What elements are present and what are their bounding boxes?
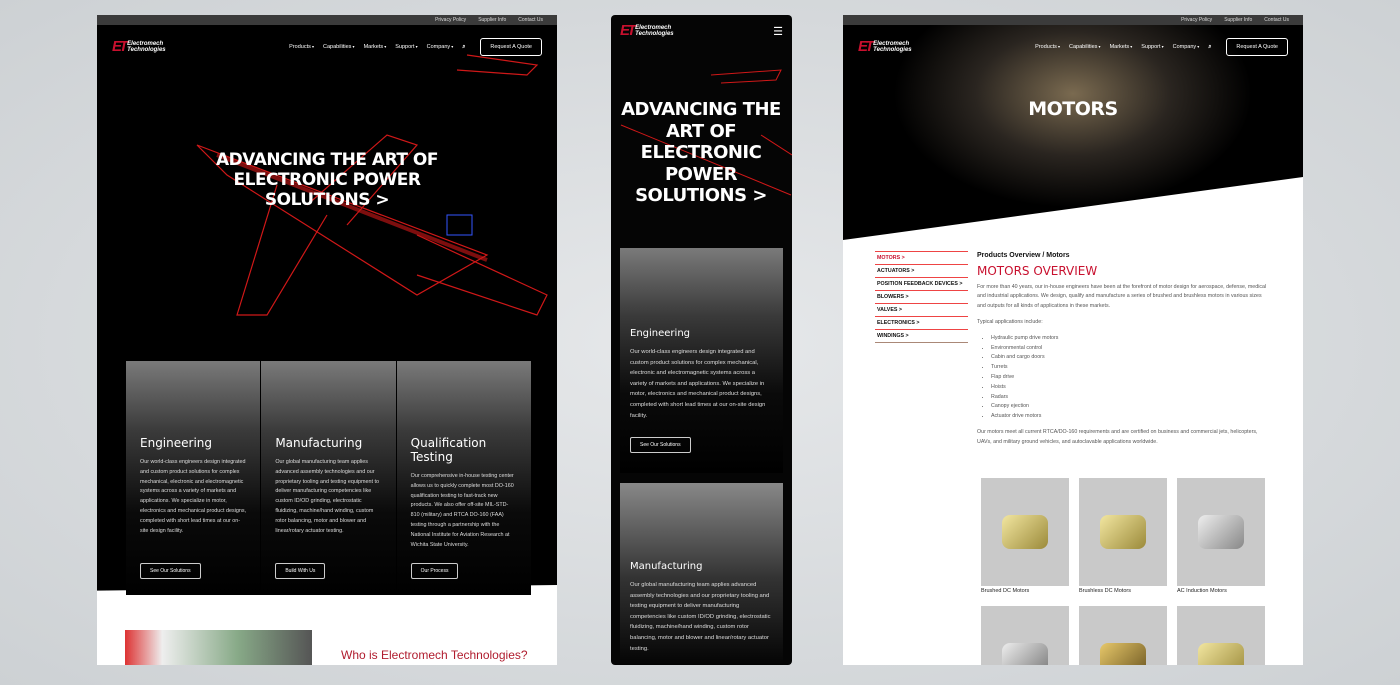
card-qualification: Qualification Testing Our comprehensive in-house testing center allows us to quickly complete most DO-160 qualification testing to fast-track new products. We also offer off-site MIL-STD-810 (military) and RTCA DO-160 (FAA) testing through a partnership with the National Institute for Aviation Research at Wichita State University. Our Process bbox=[397, 361, 531, 595]
card-engineering: Engineering Our world-class engineers design integrated and custom product solutions for complex mechanical, electronic and electromagnetic systems across a variety of markets and applications. We specialize in motor, electronics and mechanical product designs, completed with short lead times at our on-site design facility. See Our Solutions bbox=[620, 248, 783, 473]
nav-support[interactable]: Support ▾ bbox=[1141, 44, 1163, 50]
mobile-nav bbox=[611, 21, 792, 41]
breadcrumb[interactable]: Products Overview / Motors bbox=[977, 252, 1070, 259]
build-with-us-button[interactable]: Build With Us bbox=[275, 563, 325, 579]
page-title: MOTORS OVERVIEW bbox=[977, 263, 1098, 278]
sidebar-item-electronics[interactable]: ELECTRONICS > bbox=[875, 316, 968, 329]
see-solutions-button[interactable]: See Our Solutions bbox=[630, 437, 691, 453]
card-manufacturing: Manufacturing Our global manufacturing team applies advanced assembly technologies and our proprietary tooling and testing equipment to deliver manufacturing competencies like custom ID/OD grinding, electrostatic fluidizing, machine/hand winding, custom rotor balancing, motor and blower and linear/rotary actuator testing. Build With Us bbox=[261, 361, 395, 595]
privacy-link[interactable]: Privacy Policy bbox=[1181, 17, 1213, 23]
search-icon[interactable]: ⌕ bbox=[1208, 43, 1212, 50]
privacy-link[interactable]: Privacy Policy bbox=[435, 17, 467, 23]
brand-logo[interactable]: ET Electromech Technologies bbox=[620, 22, 674, 39]
product-grid bbox=[981, 478, 1265, 665]
sidebar-item-valves[interactable]: VALVES > bbox=[875, 303, 968, 316]
main-nav bbox=[843, 37, 1303, 57]
mobile-home-mockup bbox=[611, 15, 792, 665]
team-photo bbox=[125, 630, 312, 665]
product-card[interactable] bbox=[1079, 606, 1167, 665]
utility-bar bbox=[843, 15, 1303, 25]
product-brushless-dc[interactable]: Brushless DC Motors bbox=[1079, 478, 1167, 596]
who-heading: Who is Electromech Technologies? bbox=[341, 648, 528, 662]
search-icon[interactable]: ⌕ bbox=[462, 43, 466, 50]
card-manufacturing: Manufacturing Our global manufacturing team applies advanced assembly technologies and our proprietary tooling and testing equipment to deliver manufacturing competencies like custom ID/OD grinding, electrostatic fluidizing, machine/hand winding, custom rotor balancing, motor and blower and linear/rotary actuator testing. bbox=[620, 483, 783, 665]
brand-logo[interactable]: ET Electromech Technologies bbox=[112, 38, 166, 55]
nav-markets[interactable]: Markets ▾ bbox=[364, 44, 387, 50]
utility-bar bbox=[97, 15, 557, 25]
hamburger-menu-icon[interactable]: ☰ bbox=[773, 25, 783, 38]
sidebar-item-blowers[interactable]: BLOWERS > bbox=[875, 290, 968, 303]
nav-company[interactable]: Company ▾ bbox=[1173, 44, 1200, 50]
our-process-button[interactable]: Our Process bbox=[411, 563, 459, 579]
product-sidebar bbox=[875, 251, 968, 343]
desktop-home-mockup bbox=[97, 15, 557, 665]
sidebar-item-position-feedback[interactable]: POSITION FEEDBACK DEVICES > bbox=[875, 277, 968, 290]
request-quote-button[interactable]: Request A Quote bbox=[480, 38, 542, 56]
nav-markets[interactable]: Markets ▾ bbox=[1110, 44, 1133, 50]
sidebar-item-actuators[interactable]: ACTUATORS > bbox=[875, 264, 968, 277]
contact-link[interactable]: Contact Us bbox=[518, 17, 543, 23]
motors-hero-title: MOTORS bbox=[1028, 98, 1118, 120]
sidebar-item-motors[interactable]: MOTORS > bbox=[875, 251, 968, 264]
nav-capabilities[interactable]: Capabilities ▾ bbox=[323, 44, 355, 50]
product-card[interactable] bbox=[1177, 606, 1265, 665]
supplier-link[interactable]: Supplier Info bbox=[478, 17, 507, 23]
request-quote-button[interactable]: Request A Quote bbox=[1226, 38, 1288, 56]
motors-page-mockup bbox=[843, 15, 1303, 665]
capabilities-cards bbox=[126, 361, 531, 595]
nav-capabilities[interactable]: Capabilities ▾ bbox=[1069, 44, 1101, 50]
nav-products[interactable]: Products ▾ bbox=[1035, 44, 1060, 50]
nav-products[interactable]: Products ▾ bbox=[289, 44, 314, 50]
nav-company[interactable]: Company ▾ bbox=[427, 44, 454, 50]
applications-list: • Hydraulic pump drive motors • Environmental control • Cabin and cargo doors • Turrets • Flap drive • Hoists • Radars • Canopy ejection • Actuator drive motors bbox=[991, 334, 1269, 422]
contact-link[interactable]: Contact Us bbox=[1264, 17, 1289, 23]
product-card[interactable] bbox=[981, 606, 1069, 665]
product-brushed-dc[interactable]: Brushed DC Motors bbox=[981, 478, 1069, 596]
supplier-link[interactable]: Supplier Info bbox=[1224, 17, 1253, 23]
see-solutions-button[interactable]: See Our Solutions bbox=[140, 563, 201, 579]
sidebar-item-windings[interactable]: WINDINGS > bbox=[875, 329, 968, 343]
nav-support[interactable]: Support ▾ bbox=[395, 44, 417, 50]
product-ac-induction[interactable]: AC Induction Motors bbox=[1177, 478, 1265, 596]
main-nav bbox=[97, 37, 557, 57]
hero-title[interactable]: ADVANCING THE ART OF ELECTRONIC POWER SOLUTIONS > bbox=[216, 150, 438, 210]
motors-content: Products Overview / Motors MOTORS OVERVIEW For more than 40 years, our in-house engineers have been at the forefront of motor design for aerospace, defense, medical and industrial applications. We design, qualify and manufacture a series of brushed and brushless motors in various sizes and outputs for all kinds of applications in these markets. Typical applications include: • Hydraulic pump drive motors • Environmental control • Cabin and cargo doors • Turrets • Flap drive • Hoists • Radars • Canopy ejection • Actuator drive motors Our motors meet all current RTCA/DO-160 requirements and are certified on business and commercial jets, helicopters, UAVs, and military ground vehicles, and autoclavable applications worldwide. bbox=[977, 251, 1269, 448]
brand-logo[interactable]: ET Electromech Technologies bbox=[858, 38, 912, 55]
hero-title[interactable]: ADVANCING THE ART OF ELECTRONIC POWER SOLUTIONS > bbox=[621, 99, 781, 206]
card-engineering: Engineering Our world-class engineers design integrated and custom product solutions for complex mechanical, electronic and electromagnetic systems across a variety of markets and applications. We specialize in motor, electronics and mechanical product designs, completed with short lead times at our on-site design facility. See Our Solutions bbox=[126, 361, 260, 595]
